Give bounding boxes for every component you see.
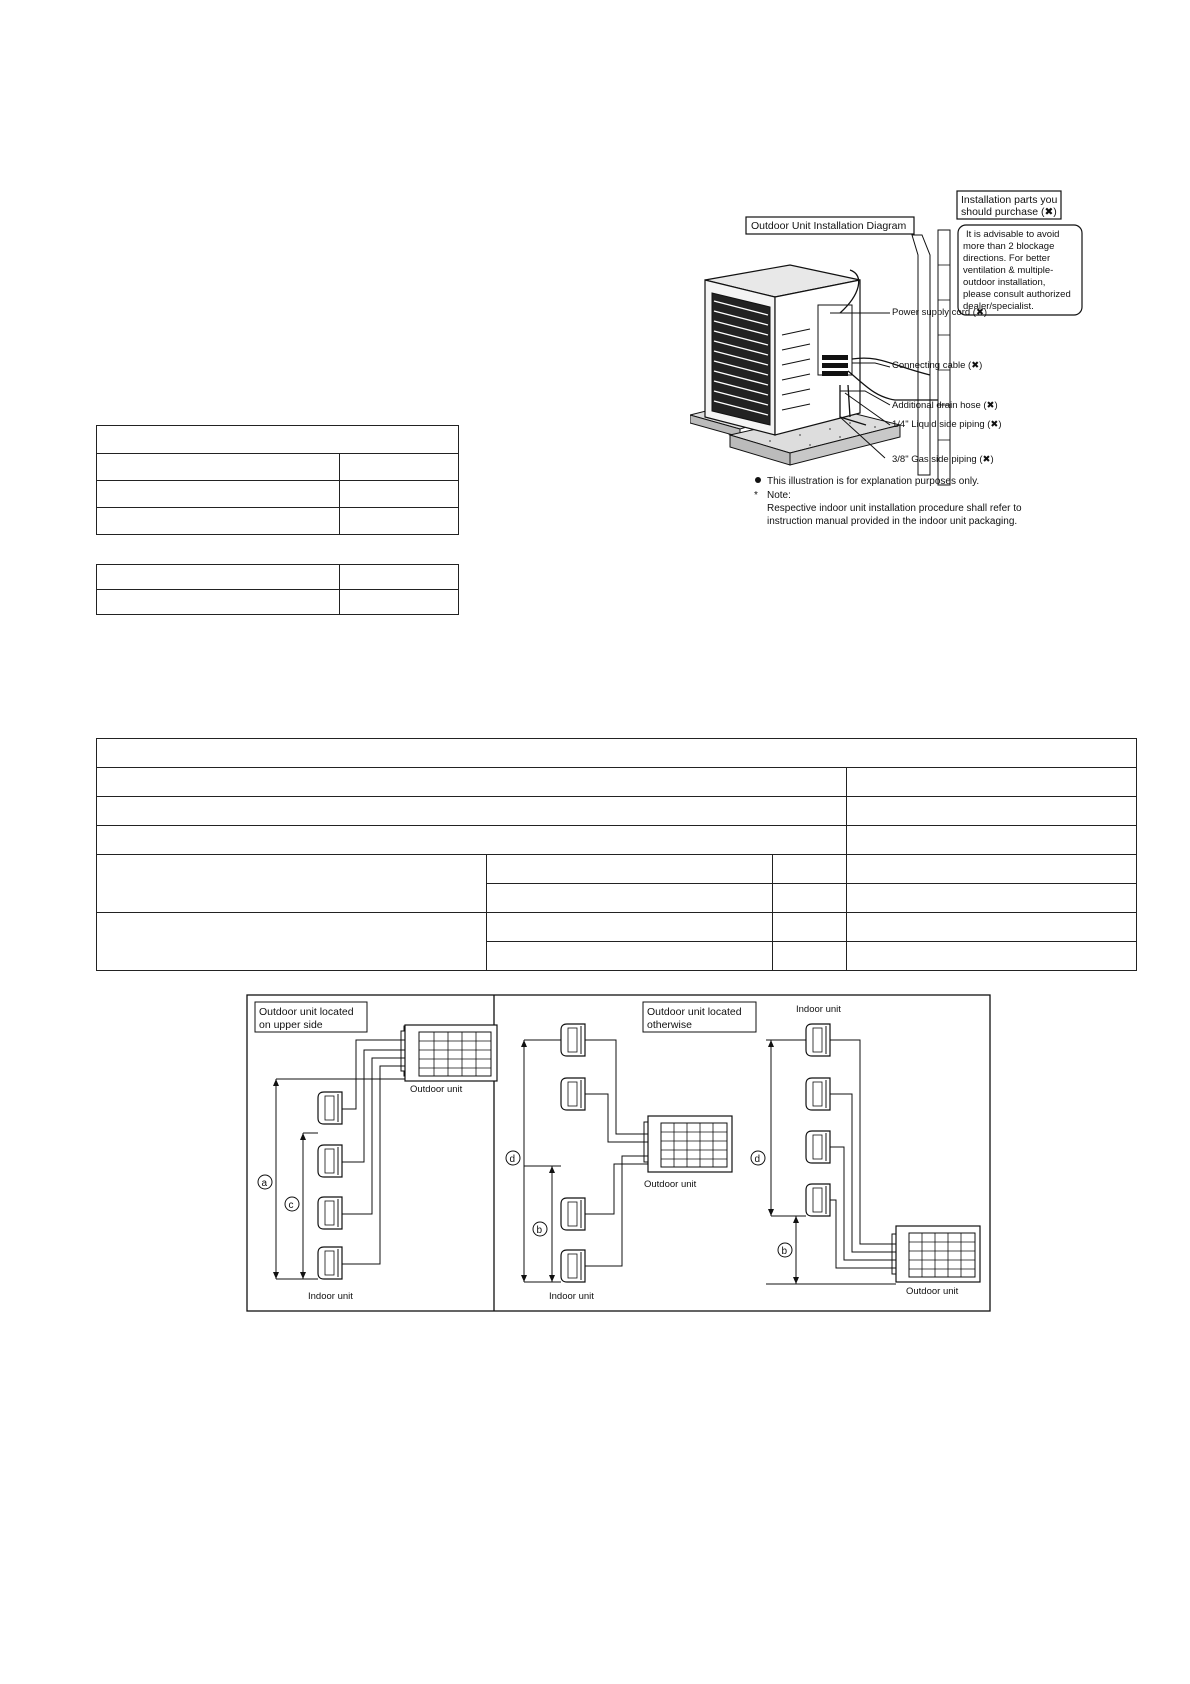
table-cell [97,855,487,913]
table-cell [340,590,459,615]
callout-drain-hose: Additional drain hose (✖) [892,400,998,411]
table-cell [97,768,847,797]
table-cell [340,481,459,508]
note-line-2: instruction manual provided in the indoor unit packaging. [767,516,1018,527]
outdoor-unit-installation-diagram [690,185,1110,565]
spec-table-1 [96,425,459,535]
left-indoor-unit-label: Indoor unit [308,1291,353,1302]
table-cell [486,942,772,971]
outdoor-unit-icon [401,1025,497,1081]
right-panel-label-line-1: Outdoor unit located [647,1006,742,1018]
table-cell [773,942,847,971]
outdoor-unit-icon [644,1116,732,1172]
advice-line-5: outdoor installation, [963,277,1046,288]
left-outdoor-unit-label: Outdoor unit [410,1084,463,1095]
table-cell [486,884,772,913]
note-label: Note: [767,490,791,501]
spec-table-1-header [97,426,459,454]
advice-line-4: ventilation & multiple- [963,265,1054,276]
callout-gas-piping: 3/8" Gas side piping (✖) [892,454,994,465]
table-cell [340,508,459,535]
outdoor-unit-icon [892,1226,980,1282]
right-panel-label-line-2: otherwise [647,1019,692,1031]
table-cell [97,565,340,590]
table-cell [773,913,847,942]
table-cell [97,481,340,508]
table-cell [846,768,1136,797]
table-cell [97,826,847,855]
advice-line-6: please consult authorized [963,289,1071,300]
advice-line-3: directions. For better [963,253,1051,264]
advice-line-7: dealer/specialist. [963,301,1034,312]
outdoor-unit-illustration [705,265,860,435]
callout-power-supply-cord: Power supply cord (✖) [892,307,988,318]
bullet-icon [755,477,761,483]
table-cell [846,884,1136,913]
table-cell [773,855,847,884]
table-cell [773,884,847,913]
table-cell [97,454,340,481]
left-panel-label-line-1: Outdoor unit located [259,1006,354,1018]
marker-a: a [261,1178,268,1189]
purchase-box-line-1: Installation parts you [961,194,1058,206]
marker-d-middle: d [509,1154,516,1165]
table-cell [486,855,772,884]
table-cell [846,913,1136,942]
table-cell [846,942,1136,971]
spec-table-2 [96,564,459,615]
middle-outdoor-unit-label: Outdoor unit [644,1179,697,1190]
piping-spec-table [96,738,1137,971]
table-cell [846,797,1136,826]
right-indoor-unit-label: Indoor unit [796,1004,841,1015]
note-asterisk: * [754,490,758,501]
callout-liquid-piping: 1/4" Liquid side piping (✖) [892,419,1002,430]
table-cell [340,454,459,481]
marker-b-middle: b [536,1225,543,1236]
table-cell [340,565,459,590]
advice-line-2: more than 2 blockage [963,241,1055,252]
left-panel-label-line-2: on upper side [259,1019,323,1031]
piping-height-figure [246,994,991,1312]
table-cell [97,508,340,535]
advice-line-1: It is advisable to avoid [966,229,1060,240]
table-cell [486,913,772,942]
purchase-box-line-2: should purchase (✖) [961,206,1057,218]
middle-indoor-unit-label: Indoor unit [549,1291,594,1302]
note-line-1: Respective indoor unit installation procedure shall refer to [767,503,1022,514]
callout-connecting-cable: Connecting cable (✖) [892,360,983,371]
explanation-note: This illustration is for explanation purposes only. [767,476,980,487]
table-cell [846,826,1136,855]
marker-b-right: b [781,1246,788,1257]
marker-c: c [288,1200,294,1211]
table-cell [97,797,847,826]
table-cell [97,590,340,615]
piping-spec-table-header [97,739,1137,768]
table-cell [846,855,1136,884]
table-cell [97,913,487,971]
diagram-title: Outdoor Unit Installation Diagram [751,220,907,232]
marker-d-right: d [754,1154,761,1165]
right-outdoor-unit-label: Outdoor unit [906,1286,959,1297]
